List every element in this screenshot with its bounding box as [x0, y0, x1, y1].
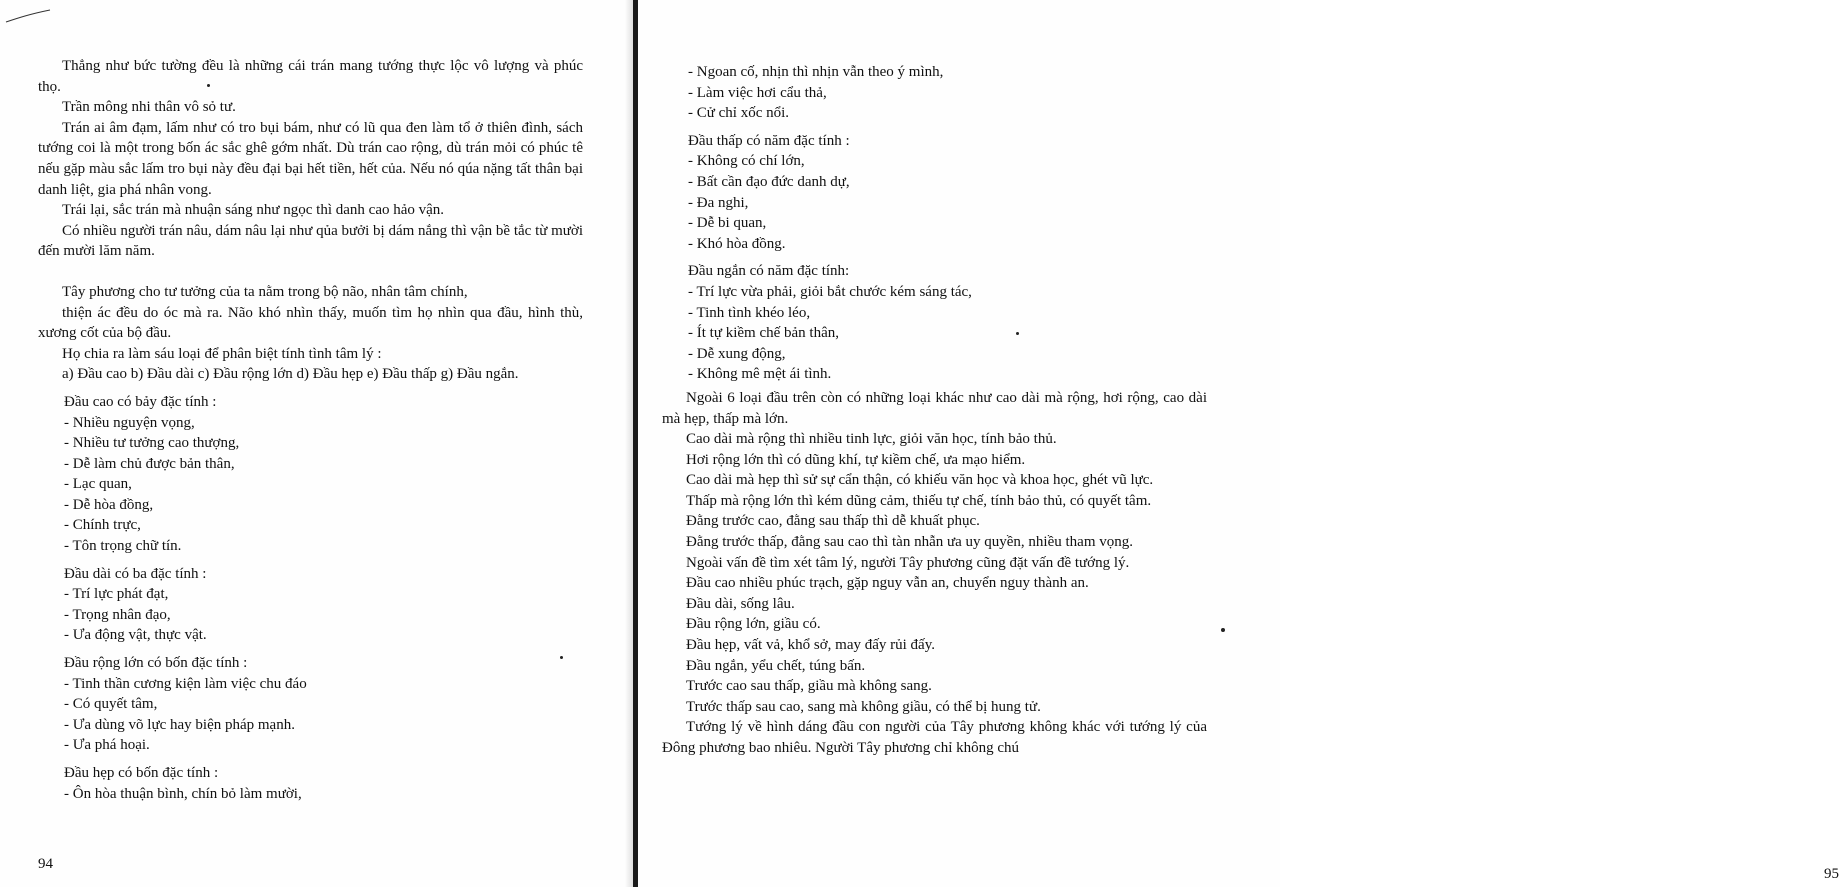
- paragraph: Có nhiều người trán nâu, dám nâu lại như qủa bưởi bị dám nắng thì vận bề tắc từ mười đến mười lăm năm.: [38, 222, 584, 260]
- paragraph: Cao dài mà hẹp thì sử sự cẩn thận, có khiếu văn học và khoa học, ghét vũ lực.: [686, 472, 1154, 489]
- paragraph: Tướng lý về hình dáng đầu con người của Tây phương không khác với tướng lý của Đông phương bao nhiêu. Người Tây phương chỉ không chú: [662, 719, 1207, 756]
- list-item: - Lạc quan,: [64, 476, 132, 493]
- paragraph: Đầu ngắn, yểu chết, túng bấn.: [686, 657, 866, 674]
- list-item: - Không mê mệt ái tình.: [688, 366, 832, 383]
- paragraph: Thẳng như bức tường đều là những cái trán mang tướng thực lộc vô lượng và phúc thọ.: [38, 58, 583, 95]
- page-number: 95: [1824, 866, 1839, 882]
- page-number: 94: [38, 856, 53, 872]
- paragraph: Đằng trước cao, đằng sau thấp thì dễ khuất phục.: [686, 513, 980, 530]
- list-item: - Trọng nhân đạo,: [64, 606, 171, 623]
- paragraph: Đầu rộng lớn, giầu có.: [686, 616, 821, 633]
- paragraph: Ngoài vấn đề tìm xét tâm lý, người Tây phương cũng đặt vấn đề tướng lý.: [686, 554, 1130, 571]
- list-item: - Dễ bi quan,: [688, 215, 767, 232]
- list-item: - Ngoan cố, nhịn thì nhịn vẫn theo ý mình,: [688, 64, 944, 80]
- list-item: - Bất cần đạo đức danh dự,: [688, 173, 850, 190]
- paragraph: Đầu cao nhiều phúc trạch, gặp nguy vẫn an, chuyển nguy thành an.: [686, 575, 1089, 592]
- list-item: - Chính trực,: [64, 517, 141, 534]
- list-item: - Ưa phá hoại.: [64, 737, 150, 754]
- section-heading: Đầu dài có ba đặc tính :: [64, 565, 207, 582]
- paragraph-spacer: [38, 262, 583, 282]
- list-item: - Dễ làm chủ được bản thân,: [64, 455, 235, 472]
- list-item: - Trí lực phát đạt,: [64, 586, 169, 603]
- paragraph: Tây phương cho tư tưởng của ta nằm trong bộ não, nhân tâm chính,: [62, 283, 468, 300]
- paragraph: Trán ai âm đạm, lấm như có tro bụi bám, như có lũ qua đen làm tổ ở thiên đình, sách tướng coi là một trong bốn ác sắc ghê gớm nhất. Dù trán cao rộng, dù trán mỏi có phúc tê nếu gặp màu sắc lấm tro bụi này đều đại bại hết tiền, hết của. Nếu nó qúa nặng tất thân bại danh liệt, gia phá nhân vong.: [38, 119, 583, 198]
- section-heading: Đầu cao có bảy đặc tính :: [64, 393, 217, 410]
- speck: [1221, 628, 1225, 632]
- paragraph: Cao dài mà rộng thì nhiều tinh lực, giỏi văn học, tính bảo thủ.: [686, 431, 1057, 448]
- paragraph: Đầu hẹp, vất vả, khổ sở, may đấy rủi đấy.: [686, 637, 935, 654]
- list-item: - Trí lực vừa phải, giỏi bắt chước kém sáng tác,: [688, 283, 972, 300]
- list-item: - Cử chỉ xốc nổi.: [688, 105, 790, 122]
- section-heading: Đầu thấp có năm đặc tính :: [688, 132, 850, 149]
- paragraph: Trước thấp sau cao, sang mà không giầu, có thể bị hung tử.: [686, 698, 1041, 715]
- paragraph: Thấp mà rộng lớn thì kém dũng cảm, thiếu tự chế, tính bảo thủ, có quyết tâm.: [686, 492, 1152, 509]
- right-page: [638, 0, 1839, 887]
- list-item: - Nhiều tư tưởng cao thượng,: [64, 435, 240, 452]
- paragraph: Trước cao sau thấp, giầu mà không sang.: [686, 678, 932, 695]
- list-item: - Dễ xung động,: [688, 345, 786, 362]
- section-heading: Đầu ngắn có năm đặc tính:: [688, 263, 850, 280]
- list-item: - Nhiều nguyện vọng,: [64, 414, 195, 431]
- speck: [207, 84, 210, 87]
- left-page-text: [38, 56, 583, 804]
- list-item: - Có quyết tâm,: [64, 696, 158, 713]
- list-item: - Làm việc hơi cẩu thả,: [688, 84, 827, 101]
- list-item: - Ưa dùng võ lực hay biện pháp mạnh.: [64, 716, 295, 733]
- paragraph: Trái lại, sắc trán mà nhuận sáng như ngọc thì danh cao hảo vận.: [62, 202, 445, 219]
- section-heading: Đầu hẹp có bốn đặc tính :: [64, 765, 219, 781]
- list-item: - Dễ hòa đồng,: [64, 496, 154, 513]
- list-item: - Ưa động vật, thực vật.: [64, 627, 207, 644]
- list-item: - Không có chí lớn,: [688, 153, 805, 170]
- gutter-shadow: [625, 0, 633, 887]
- left-page: [0, 0, 633, 887]
- paragraph: Trần mông nhi thân vô sỏ tư.: [62, 99, 236, 116]
- list-item: - Tinh tình khéo léo,: [688, 304, 811, 321]
- list-item: - Tôn trọng chữ tín.: [64, 538, 182, 555]
- paragraph: Hơi rộng lớn thì có dũng khí, tự kiềm chế, ưa mạo hiểm.: [686, 451, 1026, 468]
- paragraph: Họ chia ra làm sáu loại để phân biệt tính tình tâm lý :: [62, 345, 382, 362]
- list-item: - Khó hòa đồng.: [688, 235, 786, 252]
- section-heading: Đầu rộng lớn có bốn đặc tính :: [64, 655, 248, 672]
- speck: [1016, 332, 1019, 335]
- list-item: - Ôn hòa thuận bình, chín bỏ làm mười,: [64, 785, 302, 802]
- paragraph: Đầu dài, sống lâu.: [686, 595, 795, 612]
- paragraph: a) Đầu cao b) Đầu dài c) Đầu rộng lớn d) Đầu hẹp e) Đầu thấp g) Đầu ngắn.: [62, 366, 519, 383]
- list-item: - Ít tự kiềm chế bản thân,: [688, 325, 839, 342]
- paragraph: Ngoài 6 loại đầu trên còn có những loại khác như cao dài mà rộng, hơi rộng, cao dài mà hẹp, thấp mà lớn.: [662, 389, 1207, 427]
- paragraph: thiện ác đều do óc mà ra. Não khó nhìn thấy, muốn tìm họ nhìn qua đầu, hình thù, xương cốt của bộ đầu.: [38, 304, 583, 342]
- speck: [560, 656, 563, 659]
- list-item: - Tinh thần cương kiện làm việc chu đáo: [64, 675, 307, 692]
- right-page-text: [662, 62, 1207, 759]
- list-item: - Đa nghi,: [688, 194, 749, 211]
- paragraph: Đằng trước thấp, đằng sau cao thì tàn nhẫn ưa uy quyền, nhiều tham vọng.: [686, 534, 1133, 551]
